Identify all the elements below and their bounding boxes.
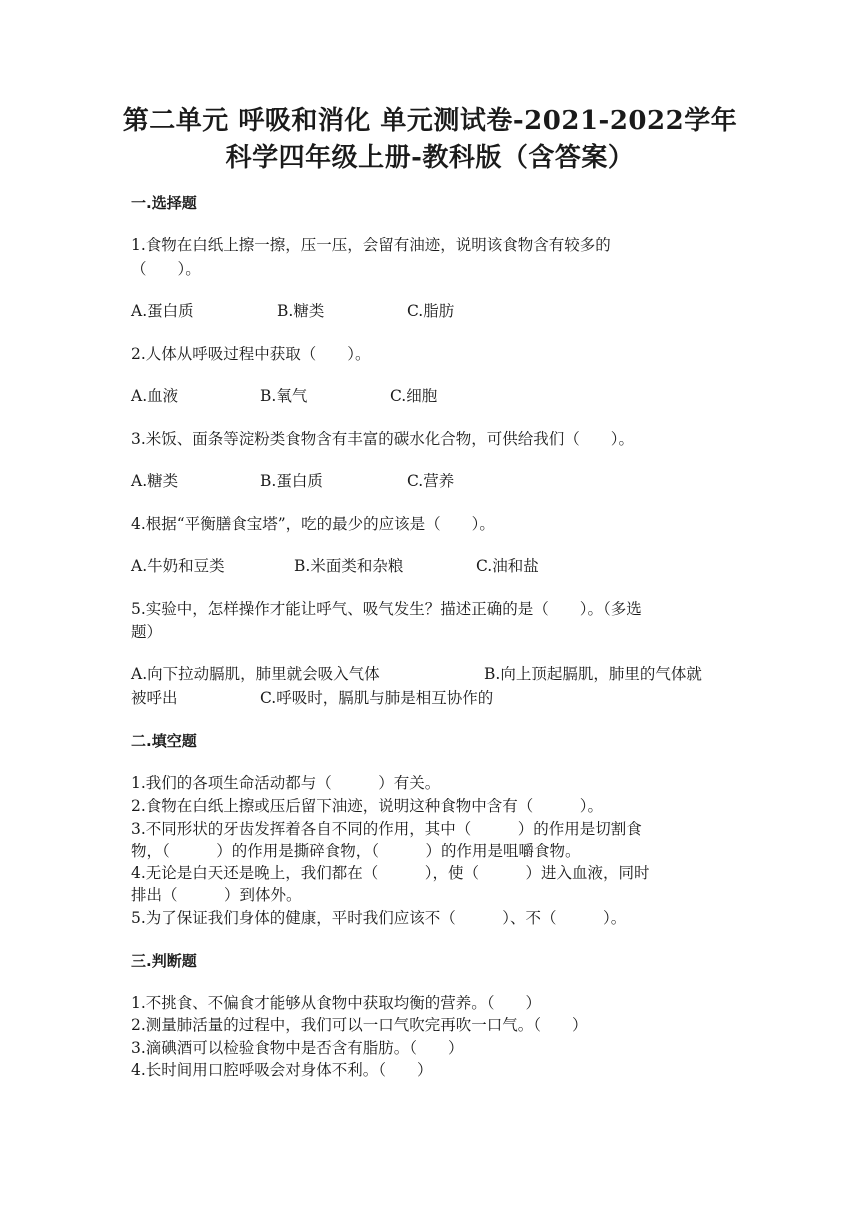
choice-q2-option-c: C.细胞	[390, 387, 438, 405]
fill-line-7: 5.为了保证我们身体的健康，平时我们应该不（ ）、不（ ）。	[131, 909, 627, 927]
section-heading-choice: 一.选择题	[131, 194, 197, 212]
choice-q5-line-2: 题）	[131, 623, 163, 641]
choice-q1-line-1: 1.食物在白纸上擦一擦，压一压，会留有油迹，说明该食物含有较多的	[131, 236, 611, 254]
choice-q5-option-b-continued: 被呼出	[131, 689, 178, 707]
choice-q5-line-1: 5.实验中，怎样操作才能让呼气、吸气发生？描述正确的是（ ）。（多选	[131, 600, 642, 618]
choice-q1-option-c: C.脂肪	[407, 302, 455, 320]
choice-q3-option-b: B.蛋白质	[260, 472, 323, 490]
document-title-line-1: 第二单元 呼吸和消化 单元测试卷-2021-2022学年	[122, 106, 738, 136]
choice-q4-option-c: C.油和盐	[476, 557, 539, 575]
section-heading-fill: 二.填空题	[131, 732, 197, 750]
judge-line-2: 2.测量肺活量的过程中，我们可以一口气吹完再吹一口气。（ ）	[131, 1016, 588, 1034]
choice-q5-option-c: C.呼吸时，膈肌与肺是相互协作的	[260, 689, 494, 707]
choice-q1-option-b: B.糖类	[277, 302, 325, 320]
fill-line-5: 4.无论是白天还是晚上，我们都在（ ），使（ ）进入血液，同时	[131, 864, 650, 882]
judge-line-3: 3.滴碘酒可以检验食物中是否含有脂肪。（ ）	[131, 1039, 464, 1057]
choice-q1-line-2: （ ）。	[131, 260, 201, 278]
choice-q3-option-a: A.糖类	[131, 472, 179, 490]
choice-q4-line-1: 4.根据“平衡膳食宝塔”，吃的最少的应该是（ ）。	[131, 515, 495, 533]
choice-q2-line-1: 2.人体从呼吸过程中获取（ ）。	[131, 345, 371, 363]
choice-q4-option-a: A.牛奶和豆类	[131, 557, 225, 575]
section-heading-judge: 三.判断题	[131, 952, 197, 970]
choice-q1-option-a: A.蛋白质	[131, 302, 194, 320]
fill-line-3: 3.不同形状的牙齿发挥着各自不同的作用，其中（ ）的作用是切割食	[131, 820, 642, 838]
judge-line-1: 1.不挑食、不偏食才能够从食物中获取均衡的营养。（ ）	[131, 994, 542, 1012]
choice-q2-option-a: A.血液	[131, 387, 179, 405]
choice-q5-option-a: A.向下拉动膈肌，肺里就会吸入气体	[131, 665, 380, 683]
choice-q2-option-b: B.氧气	[260, 387, 308, 405]
choice-q4-option-b: B.米面类和杂粮	[294, 557, 404, 575]
choice-q3-option-c: C.营养	[407, 472, 455, 490]
fill-line-4: 物，（ ）的作用是撕碎食物，（ ）的作用是咀嚼食物。	[131, 842, 581, 860]
document-title-line-2: 科学四年级上册-教科版（含答案）	[225, 143, 635, 173]
fill-line-1: 1.我们的各项生命活动都与（ ）有关。	[131, 774, 441, 792]
fill-line-2: 2.食物在白纸上擦或压后留下油迹，说明这种食物中含有（ ）。	[131, 797, 604, 815]
judge-line-4: 4.长时间用口腔呼吸会对身体不利。（ ）	[131, 1061, 433, 1079]
choice-q5-option-b: B.向上顶起膈肌，肺里的气体就	[484, 665, 702, 683]
fill-line-6: 排出（ ）到体外。	[131, 886, 302, 904]
choice-q3-line-1: 3.米饭、面条等淀粉类食物含有丰富的碳水化合物，可供给我们（ ）。	[131, 430, 635, 448]
